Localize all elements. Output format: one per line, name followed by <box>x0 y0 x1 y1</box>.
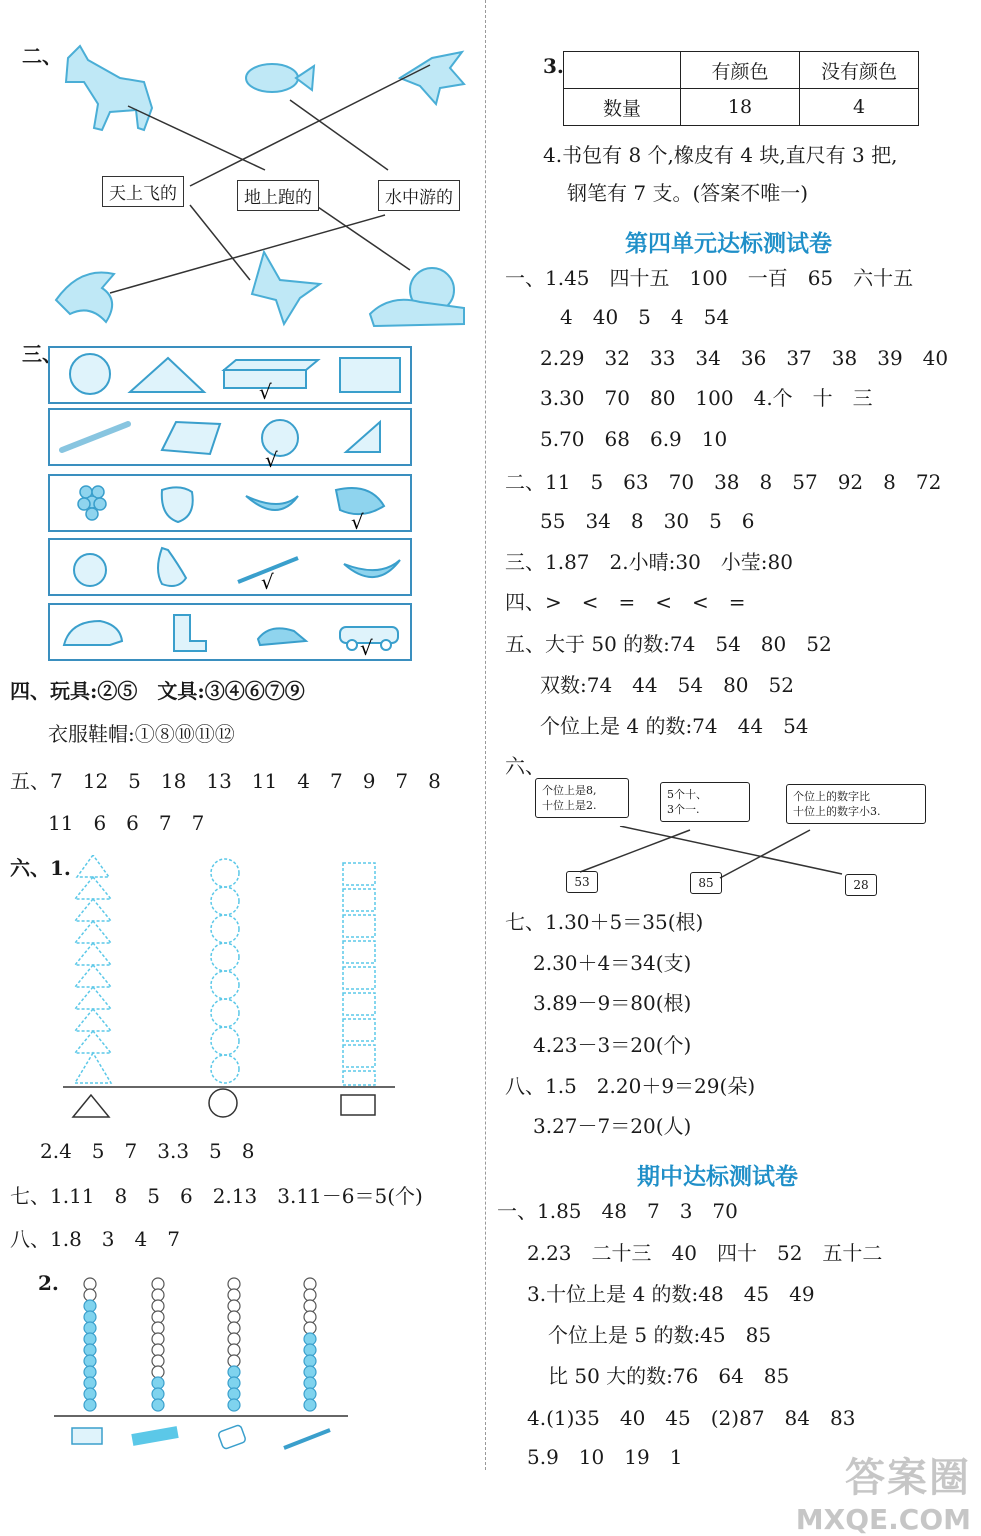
set-square-icon <box>346 422 380 452</box>
bead <box>152 1333 164 1345</box>
q4-line-1: 4.书包有 8 个,橡皮有 4 块,直尺有 3 把, <box>543 143 898 167</box>
bead <box>228 1377 240 1389</box>
mid-line: 2.23 二十三 40 四十 52 五十二 <box>527 1241 883 1265</box>
watermark <box>796 1446 971 1536</box>
banana-icon <box>246 496 298 510</box>
bead <box>84 1377 96 1389</box>
u4-line: 3.27－7＝20(人) <box>533 1114 692 1138</box>
section-8-q2-label: 2. <box>38 1271 59 1295</box>
u4-line: 4.23－3＝20(个) <box>533 1033 692 1057</box>
clue-box: 个位上的数字比 十位上的数字小3. <box>786 784 926 824</box>
u4-line: 八、1.5 2.20＋9＝29(朵) <box>505 1074 756 1098</box>
checkmark: √ <box>259 380 272 404</box>
bead <box>304 1344 316 1356</box>
table-row-label: 数量 <box>564 89 681 126</box>
u4-line: 七、1.30＋5＝35(根) <box>505 910 704 934</box>
bead <box>228 1311 240 1323</box>
bead <box>304 1355 316 1367</box>
eagle-icon <box>252 252 320 324</box>
banana-icon <box>344 560 400 577</box>
bead <box>84 1355 96 1367</box>
color-count-table <box>563 51 919 126</box>
u4-line: 五、大于 50 的数:74 54 80 52 <box>505 632 832 656</box>
odd-one-out-row-1 <box>48 346 412 404</box>
bead <box>304 1300 316 1312</box>
bead <box>152 1399 164 1411</box>
bead <box>228 1388 240 1400</box>
table-header-uncolored: 没有颜色 <box>800 52 919 89</box>
shoe-icon <box>258 628 306 645</box>
bead <box>304 1278 316 1290</box>
mid-line: 3.十位上是 4 的数:48 45 49 <box>527 1282 815 1306</box>
bead <box>228 1355 240 1367</box>
circle-icon <box>209 1089 237 1117</box>
section-4-line-1: 四、玩具:②⑤ 文具:③④⑥⑦⑨ <box>10 679 305 703</box>
label-land: 地上跑的 <box>237 180 319 211</box>
bead <box>84 1300 96 1312</box>
watermark-logo: 答案圈 <box>845 1455 971 1501</box>
u4-line: 5.70 68 6.9 10 <box>540 427 728 451</box>
rectangle-icon <box>340 358 400 392</box>
bird-icon <box>400 52 464 104</box>
watermark-url: MXQE.COM <box>795 1503 971 1536</box>
triangle-icon <box>130 358 204 392</box>
bead <box>84 1366 96 1378</box>
bead <box>228 1333 240 1345</box>
label-sky: 天上飞的 <box>102 176 184 207</box>
u4-line: 个位上是 4 的数:74 44 54 <box>540 714 809 738</box>
section-6-label: 六、1. <box>10 856 71 880</box>
bead <box>304 1289 316 1301</box>
bead <box>304 1399 316 1411</box>
section-5-line-1: 五、7 12 5 18 13 11 4 7 9 7 8 <box>10 769 441 793</box>
dashed-triangles <box>75 855 111 1083</box>
u4-line: 55 34 8 30 5 6 <box>540 509 755 533</box>
bead <box>304 1322 316 1334</box>
pencil-icon <box>284 1430 330 1448</box>
section-3-label: 三、 <box>22 342 62 366</box>
bead <box>228 1366 240 1378</box>
q4-line-2: 钢笔有 7 支。(答案不唯一) <box>567 181 809 205</box>
bead <box>304 1388 316 1400</box>
bead <box>152 1278 164 1290</box>
q3-label: 3. <box>543 54 564 78</box>
number-box: 28 <box>845 874 877 896</box>
midterm-title: 期中达标测试卷 <box>637 1163 798 1190</box>
bead <box>304 1366 316 1378</box>
mid-line: 一、1.85 48 7 3 70 <box>497 1199 738 1223</box>
section-8-line-1: 八、1.8 3 4 7 <box>10 1227 180 1251</box>
cap-icon <box>64 621 122 645</box>
clue-box: 个位上是8, 十位上是2. <box>535 778 629 818</box>
rectangle-icon <box>341 1095 375 1115</box>
u4-line: 六、 <box>505 754 545 778</box>
section-5-line-2: 11 6 6 7 7 <box>48 811 205 835</box>
odd-one-out-row-2 <box>48 408 412 466</box>
unit-4-title: 第四单元达标测试卷 <box>625 230 832 257</box>
socks-icon <box>174 615 206 651</box>
column-divider <box>485 0 486 1470</box>
mid-line: 个位上是 5 的数:45 85 <box>548 1323 772 1347</box>
book-icon <box>162 422 220 454</box>
bead <box>228 1278 240 1290</box>
bead-columns <box>50 1272 360 1417</box>
bead <box>84 1344 96 1356</box>
section-7: 七、1.11 8 5 6 2.13 3.11－6＝5(个) <box>10 1184 423 1208</box>
triangle-icon <box>73 1095 109 1117</box>
label-water: 水中游的 <box>378 180 460 211</box>
section-6-q2: 2.4 5 7 3.3 5 8 <box>40 1139 255 1163</box>
bead <box>84 1322 96 1334</box>
section-2-label: 二、 <box>22 44 62 68</box>
bead <box>152 1322 164 1334</box>
lion-icon <box>370 268 464 326</box>
stacking-diagram <box>55 855 405 1120</box>
table-header-empty <box>564 52 681 89</box>
checkmark: √ <box>351 510 364 534</box>
ruler-icon <box>72 1428 102 1444</box>
bead <box>228 1344 240 1356</box>
odd-one-out-row-4 <box>48 538 412 596</box>
bead <box>84 1311 96 1323</box>
u4-line: 2.29 32 33 34 36 37 38 39 40 <box>540 346 949 370</box>
table-header-colored: 有颜色 <box>681 52 800 89</box>
sharpener-icon <box>218 1424 247 1449</box>
mid-line: 4.(1)35 40 45 (2)87 84 83 <box>527 1406 856 1430</box>
clue-box: 5个十、 3个一. <box>660 782 750 822</box>
apple-icon <box>74 554 106 586</box>
u4-line: 四、> < = < < = <box>505 590 746 614</box>
bead <box>304 1377 316 1389</box>
u4-line: 一、1.45 四十五 100 一百 65 六十五 <box>505 266 914 290</box>
grapes-icon <box>78 486 106 520</box>
section-4-line-2: 衣服鞋帽:①⑧⑩⑪⑫ <box>48 722 235 746</box>
bead <box>228 1289 240 1301</box>
ruler-icon <box>62 424 128 450</box>
bead <box>152 1289 164 1301</box>
bead <box>152 1311 164 1323</box>
checkmark: √ <box>360 636 373 660</box>
bead <box>84 1399 96 1411</box>
table-cell-uncolored: 4 <box>800 89 919 126</box>
bead <box>84 1388 96 1400</box>
odd-one-out-row-5 <box>48 603 412 661</box>
bead <box>152 1344 164 1356</box>
bead <box>152 1388 164 1400</box>
bead <box>152 1366 164 1378</box>
number-box: 85 <box>690 872 722 894</box>
strawberry-icon <box>162 487 193 522</box>
dashed-circles <box>211 859 239 1083</box>
u4-line: 3.30 70 80 100 4.个 十 三 <box>540 386 873 410</box>
checkmark: √ <box>261 570 274 594</box>
u4-line: 双数:74 44 54 80 52 <box>540 673 794 697</box>
circle-icon <box>70 354 110 394</box>
dashed-rectangles <box>343 863 375 1085</box>
mid-line: 比 50 大的数:76 64 85 <box>548 1364 790 1388</box>
bead <box>228 1399 240 1411</box>
bead <box>304 1311 316 1323</box>
u4-line: 3.89－9＝80(根) <box>533 991 692 1015</box>
bead <box>152 1355 164 1367</box>
bead <box>152 1377 164 1389</box>
bead <box>152 1300 164 1312</box>
bead <box>304 1333 316 1345</box>
u4-line: 三、1.87 2.小晴:30 小莹:80 <box>505 550 793 574</box>
bead <box>228 1300 240 1312</box>
u4-line: 4 40 5 4 54 <box>560 305 730 329</box>
dolphin-icon <box>56 272 114 322</box>
eraser-icon <box>131 1426 178 1446</box>
u4-line: 二、11 5 63 70 38 8 57 92 8 72 <box>505 470 942 494</box>
bead <box>84 1278 96 1290</box>
horse-icon <box>66 46 152 130</box>
number-box: 53 <box>566 871 598 893</box>
bead <box>84 1289 96 1301</box>
table-cell-colored: 18 <box>681 89 800 126</box>
fish-icon <box>246 64 314 92</box>
checkmark: √ <box>265 448 278 472</box>
u4-line: 2.30＋4＝34(支) <box>533 951 692 975</box>
bead <box>84 1333 96 1345</box>
pear-icon <box>158 548 186 586</box>
mid-line: 5.9 10 19 1 <box>527 1445 683 1469</box>
bead <box>228 1322 240 1334</box>
